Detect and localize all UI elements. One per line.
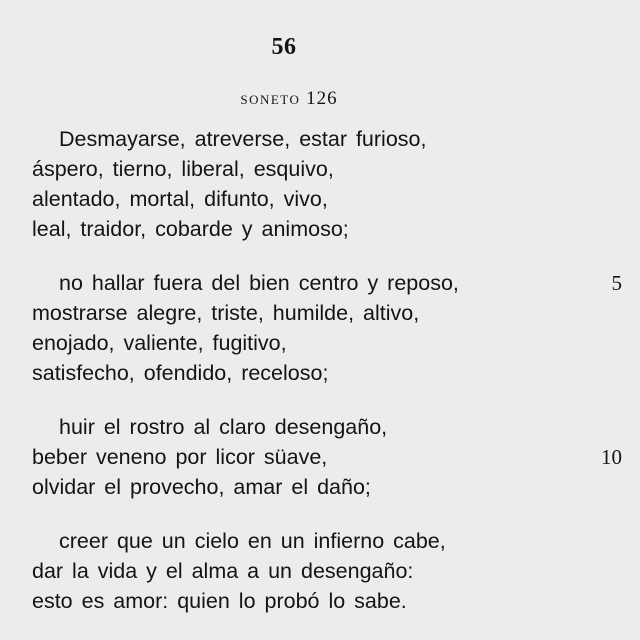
line-text: creer que un cielo en un infierno cabe, [59,529,446,553]
poem-line [32,358,622,388]
line-text: enojado, valiente, fugitivo, [32,331,287,355]
poem-line [32,526,622,556]
line-text: leal, traidor, cobarde y animoso; [32,217,349,241]
poem-line [32,556,622,586]
poem-line [32,154,622,184]
line-text: Desmayarse, atreverse, estar furioso, [59,127,427,151]
sonnet-heading-number: 126 [306,88,338,109]
line-text: esto es amor: quien lo probó lo sabe. [32,589,407,613]
line-text: huir el rostro al claro desengaño, [59,415,388,439]
poem-line [32,298,622,328]
poem-line [32,472,622,502]
line-number: 10 [601,445,622,469]
stanza [32,124,622,244]
page-number: 56 [271,34,297,60]
line-text: satisfecho, ofendido, receloso; [32,361,329,385]
stanza [32,526,622,616]
poem-line [32,586,622,616]
sonnet-heading [0,88,578,110]
poem-line [32,124,622,154]
line-text: olvidar el provecho, amar el daño; [32,475,371,499]
line-text: dar la vida y el alma a un desengaño: [32,559,414,583]
line-text: no hallar fuera del bien centro y reposo, [59,271,459,295]
stanza [32,268,622,388]
poem-line [32,268,622,298]
line-text: alentado, mortal, difunto, vivo, [32,187,328,211]
line-number: 5 [611,271,622,295]
poem-line [32,328,622,358]
stanza [32,412,622,502]
line-text: mostrarse alegre, triste, humilde, altivo, [32,301,420,325]
poem-line [32,184,622,214]
poem-line [32,214,622,244]
poem-line [32,412,622,442]
line-text: beber veneno por licor süave, [32,445,328,469]
poem-body [32,124,622,640]
poem-line [32,442,622,472]
sonnet-heading-label: soneto [240,88,301,109]
line-text: áspero, tierno, liberal, esquivo, [32,157,334,181]
